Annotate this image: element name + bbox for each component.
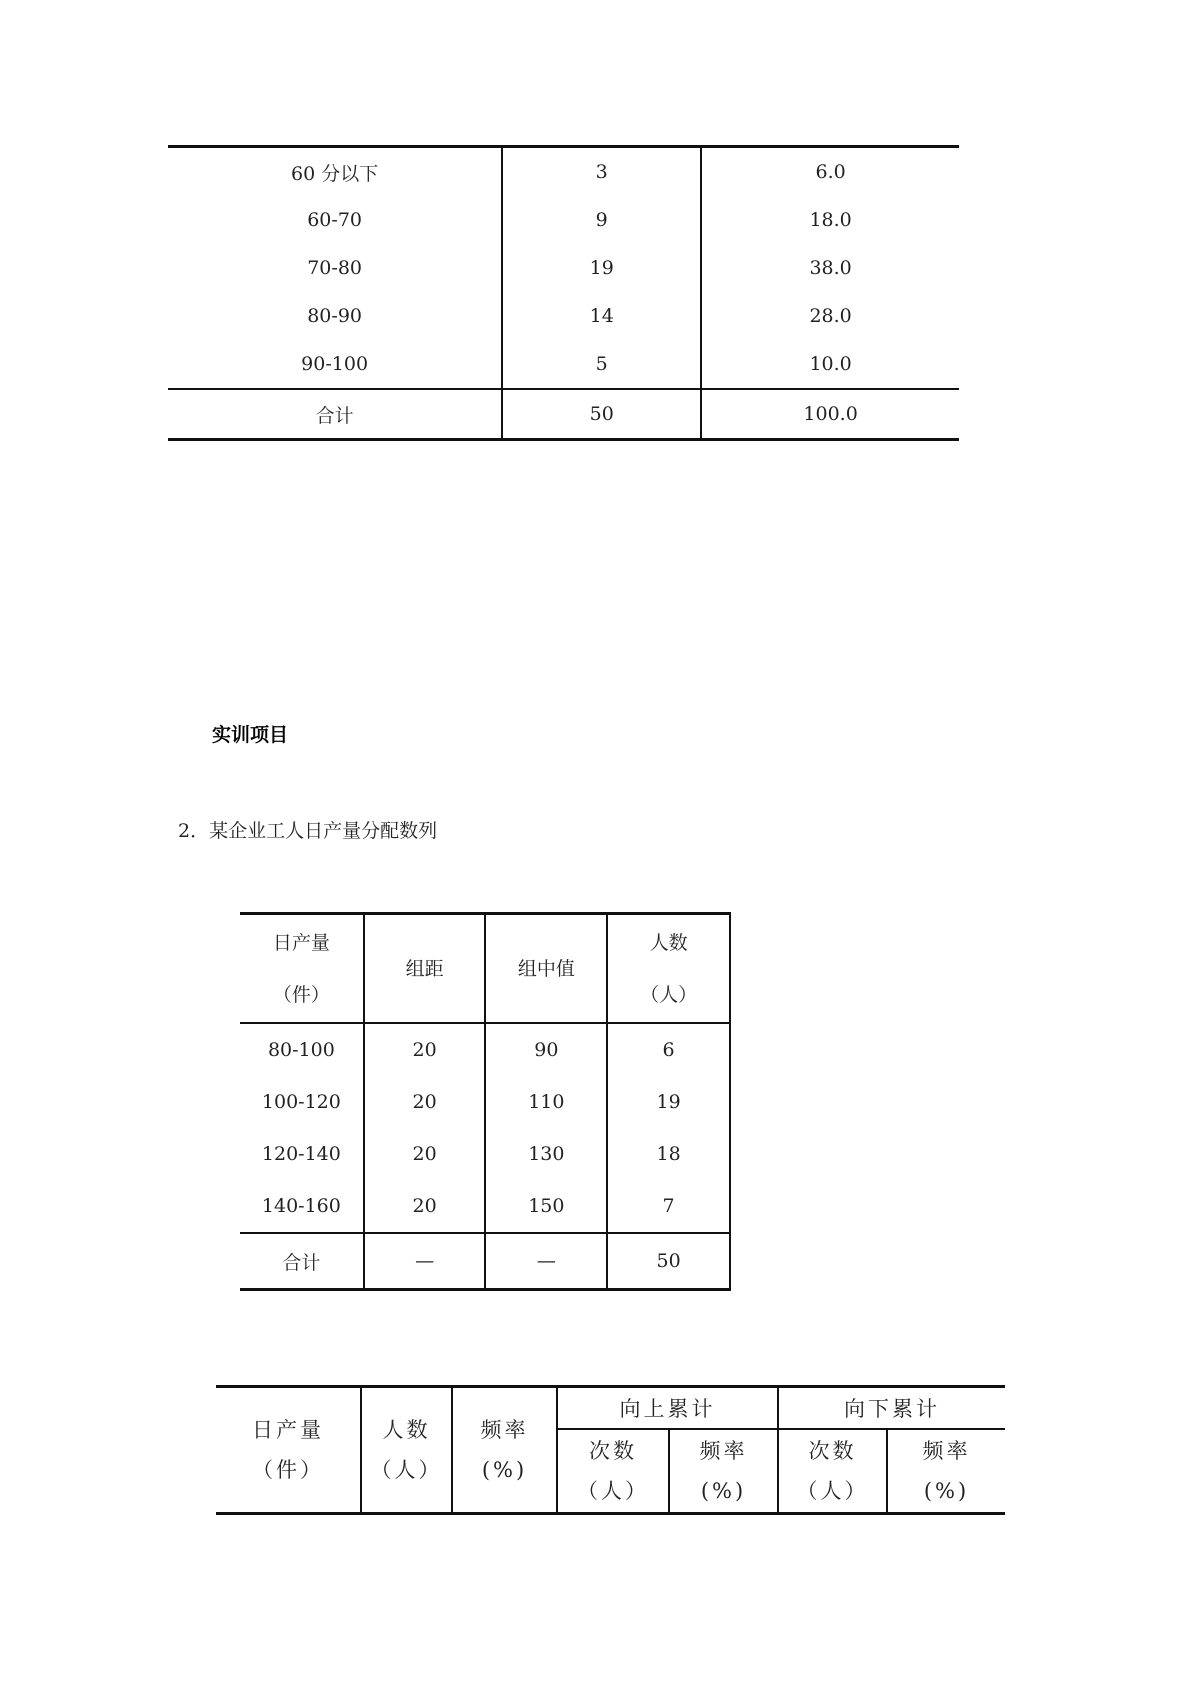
range-cell: 70-80 <box>168 244 502 292</box>
total-midpoint: — <box>485 1233 607 1290</box>
people-header <box>361 1387 452 1514</box>
frequency-header-unit: (%) <box>481 1458 528 1482</box>
midpoint-header: 组中值 <box>485 914 607 1024</box>
percent-cell: 28.0 <box>809 305 852 327</box>
percent-cell: 6.0 <box>815 161 846 183</box>
table-row <box>168 340 959 389</box>
people-header-label: 人数 <box>382 1418 431 1442</box>
frequency-header-label: 频率 <box>480 1418 529 1442</box>
up-rate-label: 频率 <box>699 1439 748 1463</box>
frequency-header <box>452 1387 557 1514</box>
total-percent: 100.0 <box>701 389 959 440</box>
percent-cell: 18.0 <box>809 209 852 231</box>
table-row <box>168 196 959 244</box>
people-cell: 6 <box>607 1023 730 1076</box>
people-cell: 18 <box>607 1128 730 1180</box>
down-count-header <box>778 1429 887 1514</box>
output-header-label: 日产量 <box>252 1418 324 1442</box>
people-header-unit: （人） <box>370 1458 443 1482</box>
output-cell: 100-120 <box>240 1076 364 1128</box>
midpoint-cell: 130 <box>485 1128 607 1180</box>
output-header-unit: （件） <box>252 1458 324 1482</box>
interval-cell: 20 <box>364 1023 486 1076</box>
people-header <box>607 914 730 1024</box>
header-row <box>240 914 730 1024</box>
down-count-label: 次数 <box>808 1439 857 1463</box>
score-distribution-table <box>168 145 959 441</box>
cumulative-frequency-table <box>216 1385 1005 1515</box>
cumulative-down-header: 向下累计 <box>778 1387 1005 1430</box>
interval-cell: 20 <box>364 1076 486 1128</box>
range-cell: 80-90 <box>168 292 502 340</box>
output-cell: 120-140 <box>240 1128 364 1180</box>
midpoint-cell: 90 <box>485 1023 607 1076</box>
total-count: 50 <box>502 389 701 440</box>
people-cell: 7 <box>607 1180 730 1233</box>
section-heading: 实训项目 <box>212 724 289 746</box>
down-rate-unit: (%) <box>923 1479 970 1503</box>
up-count-unit: （人） <box>577 1479 649 1503</box>
output-cell: 140-160 <box>240 1180 364 1233</box>
up-rate-header <box>669 1429 778 1514</box>
people-cell: 19 <box>607 1076 730 1128</box>
range-cell: 60 分以下 <box>168 147 502 197</box>
table-row <box>240 1128 730 1180</box>
total-label: 合计 <box>240 1233 364 1290</box>
count-cell: 5 <box>502 340 701 389</box>
total-label: 合计 <box>168 389 502 440</box>
total-row <box>240 1233 730 1290</box>
output-cell: 80-100 <box>240 1023 364 1076</box>
down-rate-header <box>887 1429 1005 1514</box>
up-rate-unit: (%) <box>700 1479 747 1503</box>
range-cell: 90-100 <box>168 340 502 389</box>
up-count-label: 次数 <box>589 1439 637 1463</box>
table-row <box>168 244 959 292</box>
percent-cell: 38.0 <box>809 257 852 279</box>
output-header <box>240 914 364 1024</box>
midpoint-cell: 150 <box>485 1180 607 1233</box>
count-cell: 14 <box>502 292 701 340</box>
down-rate-label: 频率 <box>922 1439 971 1463</box>
output-header <box>216 1387 361 1514</box>
down-count-unit: （人） <box>796 1479 869 1503</box>
people-header-unit: （人） <box>640 983 698 1006</box>
count-cell: 3 <box>502 147 701 197</box>
cumulative-up-header: 向上累计 <box>557 1387 778 1430</box>
total-row <box>168 389 959 440</box>
table-row <box>168 292 959 340</box>
table-row <box>240 1023 730 1076</box>
header-row <box>216 1387 1005 1430</box>
total-interval: — <box>364 1233 486 1290</box>
up-count-header <box>557 1429 669 1514</box>
range-cell: 60-70 <box>168 196 502 244</box>
table-row <box>240 1180 730 1233</box>
people-header-label: 人数 <box>649 931 688 954</box>
count-cell: 19 <box>502 244 701 292</box>
question-2-title: 2．某企业工人日产量分配数列 <box>178 820 438 842</box>
percent-cell: 10.0 <box>809 353 852 375</box>
output-header-label: 日产量 <box>272 931 330 954</box>
table-row <box>240 1076 730 1128</box>
interval-cell: 20 <box>364 1128 486 1180</box>
count-cell: 9 <box>502 196 701 244</box>
daily-output-table <box>240 912 731 1291</box>
output-header-unit: （件） <box>272 983 330 1006</box>
interval-header: 组距 <box>364 914 486 1024</box>
table-row <box>168 147 959 197</box>
midpoint-cell: 110 <box>485 1076 607 1128</box>
total-people: 50 <box>607 1233 730 1290</box>
interval-cell: 20 <box>364 1180 486 1233</box>
